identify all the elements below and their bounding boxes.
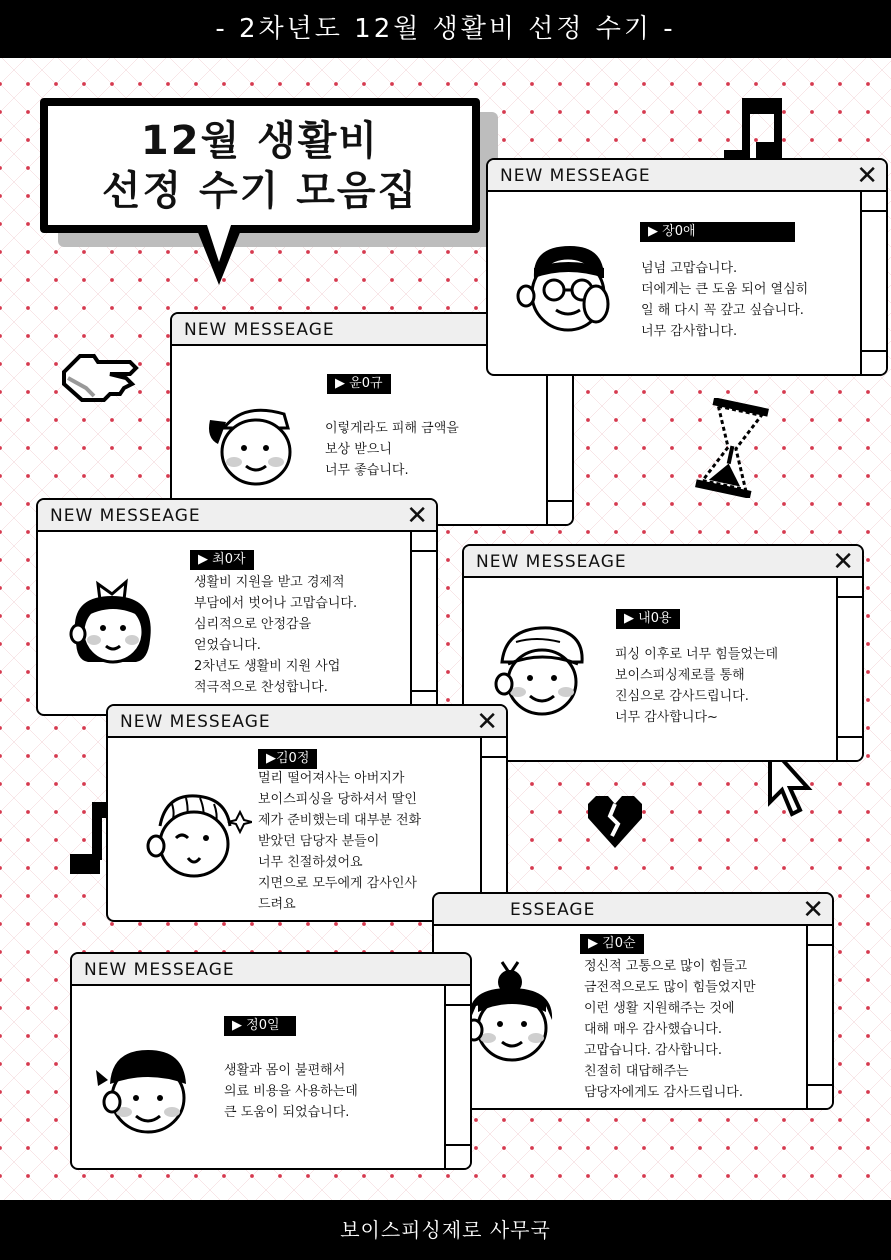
message-line: 담당자에게도 감사드립니다. (584, 1085, 743, 1100)
message-line: 드려요 (258, 897, 296, 912)
message-text (194, 572, 357, 698)
sender-name: ▶ 정0일 (224, 1016, 296, 1036)
avatar-face-ribbon-icon (58, 570, 168, 674)
window-title-partial: ESSEAGE (510, 900, 596, 920)
message-window-kimj (106, 704, 508, 922)
message-line: 금전적으로도 많이 힘들었지만 (584, 980, 756, 995)
message-line: 멀리 떨어져사는 아버지가 (258, 771, 405, 786)
message-text (615, 644, 778, 728)
window-scrollbar[interactable] (444, 986, 470, 1168)
message-line: 진심으로 감사드립니다. (615, 689, 749, 704)
close-icon[interactable]: ✕ (856, 161, 878, 191)
message-line: 2차년도 생활비 지원 사업 (194, 659, 341, 674)
message-line: 심리적으로 안정감을 (194, 617, 312, 632)
message-text (224, 1060, 358, 1123)
header-bar (0, 0, 891, 58)
bubble-tail-inner (206, 222, 232, 262)
message-line: 일 해 다시 꼭 갚고 싶습니다. (641, 303, 804, 318)
bubble-box (40, 98, 480, 233)
window-title: NEW MESSEAGE (500, 166, 651, 186)
message-line: 보이스피싱을 당하셔서 딸인 (258, 792, 417, 807)
message-window-kims (432, 892, 834, 1110)
window-title: NEW MESSEAGE (84, 960, 235, 980)
message-line: 받았던 담당자 분들이 (258, 834, 380, 849)
message-line: 넘넘 고맙습니다. (641, 261, 738, 276)
message-line: 고맙습니다. 감사합니다. (584, 1043, 722, 1058)
message-line: 부담에서 벗어나 고맙습니다. (194, 596, 358, 611)
message-line: 이렇게라도 피해 금액을 (325, 421, 459, 436)
sender-name: ▶ 내0용 (616, 609, 680, 629)
message-line: 얻었습니다. (194, 638, 261, 653)
close-icon[interactable]: ✕ (832, 547, 854, 577)
message-window-jung (70, 952, 472, 1170)
close-icon[interactable]: ✕ (406, 501, 428, 531)
window-title: NEW MESSEAGE (120, 712, 271, 732)
message-line: 너무 감사합니다. (641, 324, 738, 339)
header-title: - 2차년도 12월 생활비 선정 수기 - (215, 14, 676, 44)
sender-name: ▶ 최0자 (190, 550, 254, 570)
message-line: 생활비 지원을 받고 경제적 (194, 575, 345, 590)
sender-name: ▶ 장0애 (640, 222, 795, 242)
bubble-title-line2: 선정 수기 모음집 (101, 167, 419, 214)
window-titlebar (38, 500, 436, 532)
avatar-face-wink-icon (136, 786, 252, 886)
close-icon[interactable]: ✕ (476, 707, 498, 737)
window-titlebar (72, 954, 470, 986)
window-titlebar (488, 160, 886, 192)
message-line: 생활과 몸이 불편해서 (224, 1063, 346, 1078)
message-line: 더에게는 큰 도움 되어 열심히 (641, 282, 809, 297)
hourglass-icon (690, 398, 774, 498)
message-text (258, 768, 421, 915)
window-scrollbar[interactable] (806, 926, 832, 1108)
footer-bar (0, 1200, 891, 1260)
message-window-jang (486, 158, 888, 376)
window-title: NEW MESSEAGE (184, 320, 335, 340)
sender-name: ▶ 김0순 (580, 934, 644, 954)
message-window-nae (462, 544, 864, 762)
avatar-face-bandana-icon (88, 1040, 204, 1140)
pointing-hand-icon (60, 348, 145, 404)
sender-name: ▶김0정 (258, 749, 317, 769)
broken-heart-icon (582, 792, 648, 854)
message-text (325, 418, 459, 481)
sender-name: ▶ 윤0규 (327, 374, 391, 394)
avatar-face-icon (204, 398, 304, 488)
footer-org: 보이스피싱제로 사무국 (340, 1218, 551, 1242)
message-line: 너무 좋습니다. (325, 463, 409, 478)
message-line: 제가 준비했는데 대부분 전화 (258, 813, 422, 828)
message-line: 의료 비용을 사용하는데 (224, 1084, 358, 1099)
message-text (641, 258, 808, 342)
bubble-title-line1: 12월 생활비 (140, 117, 380, 164)
window-title: NEW MESSEAGE (476, 552, 627, 572)
message-line: 너무 친절하셨어요 (258, 855, 363, 870)
message-line: 이런 생활 지원해주는 것에 (584, 1001, 735, 1016)
message-line: 대해 매우 감사했습니다. (584, 1022, 722, 1037)
message-line: 지면으로 모두에게 감사인사 (258, 876, 417, 891)
message-line: 보이스피싱제로를 통해 (615, 668, 745, 683)
message-line: 보상 받으니 (325, 442, 392, 457)
window-titlebar (108, 706, 506, 738)
message-text (584, 956, 756, 1103)
message-line: 너무 감사합니다~ (615, 710, 718, 725)
message-window-choi (36, 498, 438, 716)
message-line: 큰 도움이 되었습니다. (224, 1105, 350, 1120)
close-icon[interactable]: ✕ (802, 895, 824, 925)
message-line: 정신적 고통으로 많이 힘들고 (584, 959, 748, 974)
title-bubble (40, 98, 510, 298)
window-titlebar (434, 894, 832, 926)
avatar-face-glasses-icon (512, 238, 622, 338)
message-line: 친절히 대답해주는 (584, 1064, 689, 1079)
window-scrollbar[interactable] (860, 192, 886, 374)
message-line: 적극적으로 찬성합니다. (194, 680, 328, 695)
window-title: NEW MESSEAGE (50, 506, 201, 526)
window-scrollbar[interactable] (836, 578, 862, 760)
message-line: 피싱 이후로 너무 힘들었는데 (615, 647, 779, 662)
window-scrollbar[interactable] (410, 532, 436, 714)
window-titlebar (464, 546, 862, 578)
